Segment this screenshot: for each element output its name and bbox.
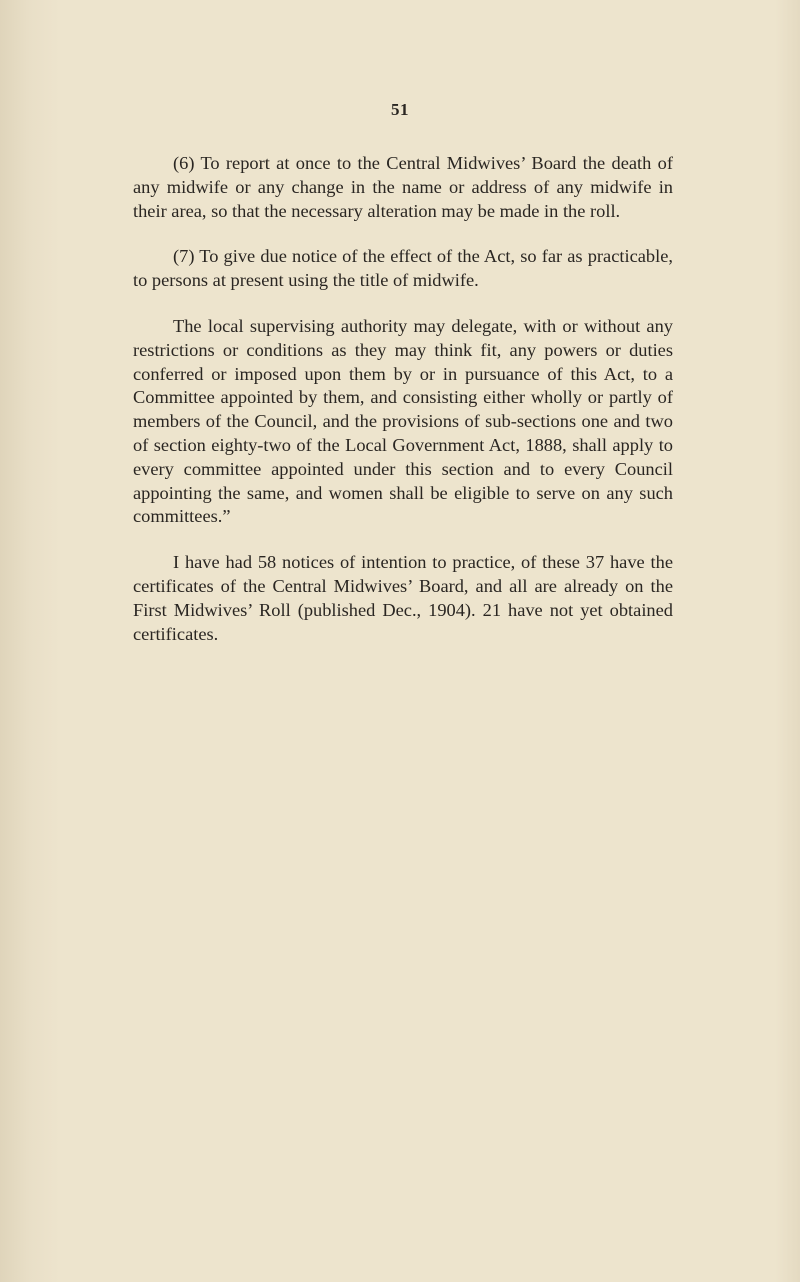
paragraph-notices-report: I have had 58 notices of intention to practice, of these 37 have the certificates of the Central Midwives’ Board, and all are already on the First Midwives’ Roll (published Dec., 1904). 21 have not yet obtained certificates.	[133, 552, 673, 644]
body-text	[133, 152, 673, 646]
paragraph-delegation: The local supervising authority may delegate, with or without any restrictions or conditions as they may think fit, any powers or duties conferred or imposed upon them by or in pursuance of this Act, to a Committee appointed by them, and consisting either wholly or partly of members of the Council, and the provisions of sub-sections one and two of section eighty-two of the Local Government Act, 1888, shall apply to every committee appointed under this section and to every Council appointing the same, and women shall be eligible to serve on any such committees.”	[133, 315, 673, 527]
page-number: 51	[391, 100, 409, 119]
paragraph-duty-6: (6) To report at once to the Central Midwives’ Board the death of any midwife or any change in the name or address of any midwife in their area, so that the necessary alteration may be made in the roll.	[133, 153, 673, 221]
paragraph-duty-7: (7) To give due notice of the effect of the Act, so far as practicable, to persons at present using the title of midwife.	[133, 246, 673, 291]
